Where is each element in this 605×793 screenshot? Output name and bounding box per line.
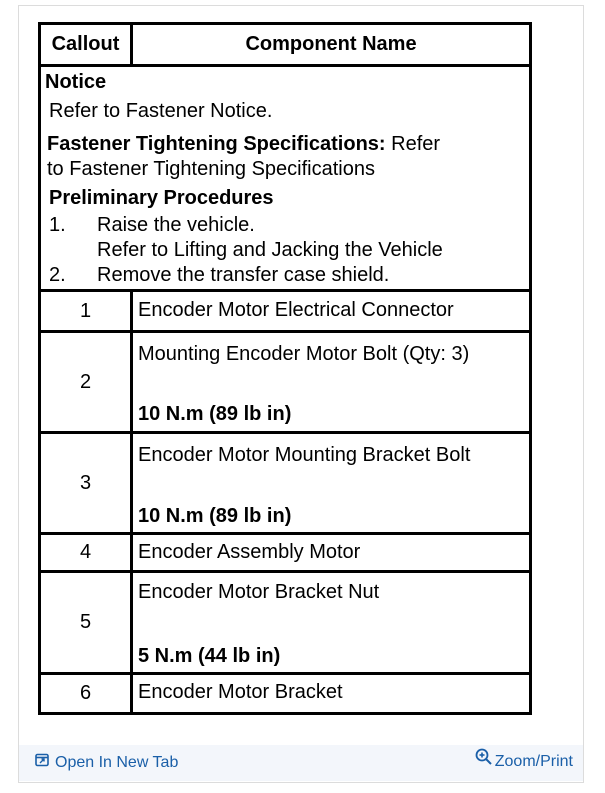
torque-spec: 10 N.m (89 lb in) — [138, 505, 292, 527]
zoom-print-label: Zoom/Print — [494, 753, 573, 770]
table-row — [41, 573, 529, 675]
component-name: Encoder Motor Mounting Bracket Bolt — [138, 444, 471, 466]
notice-text: Refer to Fastener Notice. — [49, 100, 273, 122]
zoom-print-link[interactable] — [475, 750, 573, 771]
notice-title: Notice — [45, 71, 107, 93]
footer-bar — [19, 745, 583, 781]
torque-spec: 10 N.m (89 lb in) — [138, 403, 292, 425]
prelim-title: Preliminary Procedures — [49, 187, 274, 209]
spec-text-2: to Fastener Tightening Specifications — [47, 158, 375, 180]
notes-section — [41, 67, 529, 292]
component-name: Mounting Encoder Motor Bolt (Qty: 3) — [138, 343, 470, 365]
component-name-cell — [138, 292, 529, 330]
torque-spec: 5 N.m (44 lb in) — [138, 645, 281, 667]
callout-number: 4 — [41, 535, 133, 570]
callout-number: 5 — [41, 573, 133, 672]
open-in-new-tab-link[interactable] — [35, 753, 178, 772]
callout-header: Callout — [41, 25, 133, 64]
step-1-subtext: Refer to Lifting and Jacking the Vehicle — [97, 239, 443, 261]
spec-line — [47, 133, 440, 156]
table-row — [41, 675, 529, 712]
table-row — [41, 434, 529, 535]
component-name-cell — [138, 535, 529, 570]
step-1-text: Raise the vehicle. — [97, 214, 255, 236]
component-name-cell — [138, 333, 529, 431]
open-new-tab-icon — [35, 753, 49, 772]
callout-number: 1 — [41, 292, 133, 330]
component-name-cell — [138, 573, 529, 672]
step-1-number: 1. — [49, 214, 66, 236]
component-name: Encoder Motor Bracket — [138, 681, 343, 703]
table-header — [41, 25, 529, 67]
callout-number: 2 — [41, 333, 133, 431]
spec-label: Fastener Tightening Specifications: — [47, 133, 386, 155]
step-2-number: 2. — [49, 264, 66, 286]
open-in-new-tab-label: Open In New Tab — [55, 753, 179, 771]
component-name-header: Component Name — [245, 33, 417, 55]
zoom-in-icon — [475, 748, 492, 770]
table-row — [41, 333, 529, 434]
component-table — [38, 22, 532, 715]
callout-number: 6 — [41, 675, 133, 712]
component-name: Encoder Motor Electrical Connector — [138, 299, 454, 321]
spec-text-1: Refer — [385, 133, 441, 155]
component-name: Encoder Assembly Motor — [138, 541, 361, 563]
component-name-cell — [138, 675, 529, 712]
component-name-cell — [138, 434, 529, 532]
table-row — [41, 292, 529, 333]
table-row — [41, 535, 529, 573]
step-2-text: Remove the transfer case shield. — [97, 264, 390, 286]
component-name: Encoder Motor Bracket Nut — [138, 581, 380, 603]
callout-number: 3 — [41, 434, 133, 532]
